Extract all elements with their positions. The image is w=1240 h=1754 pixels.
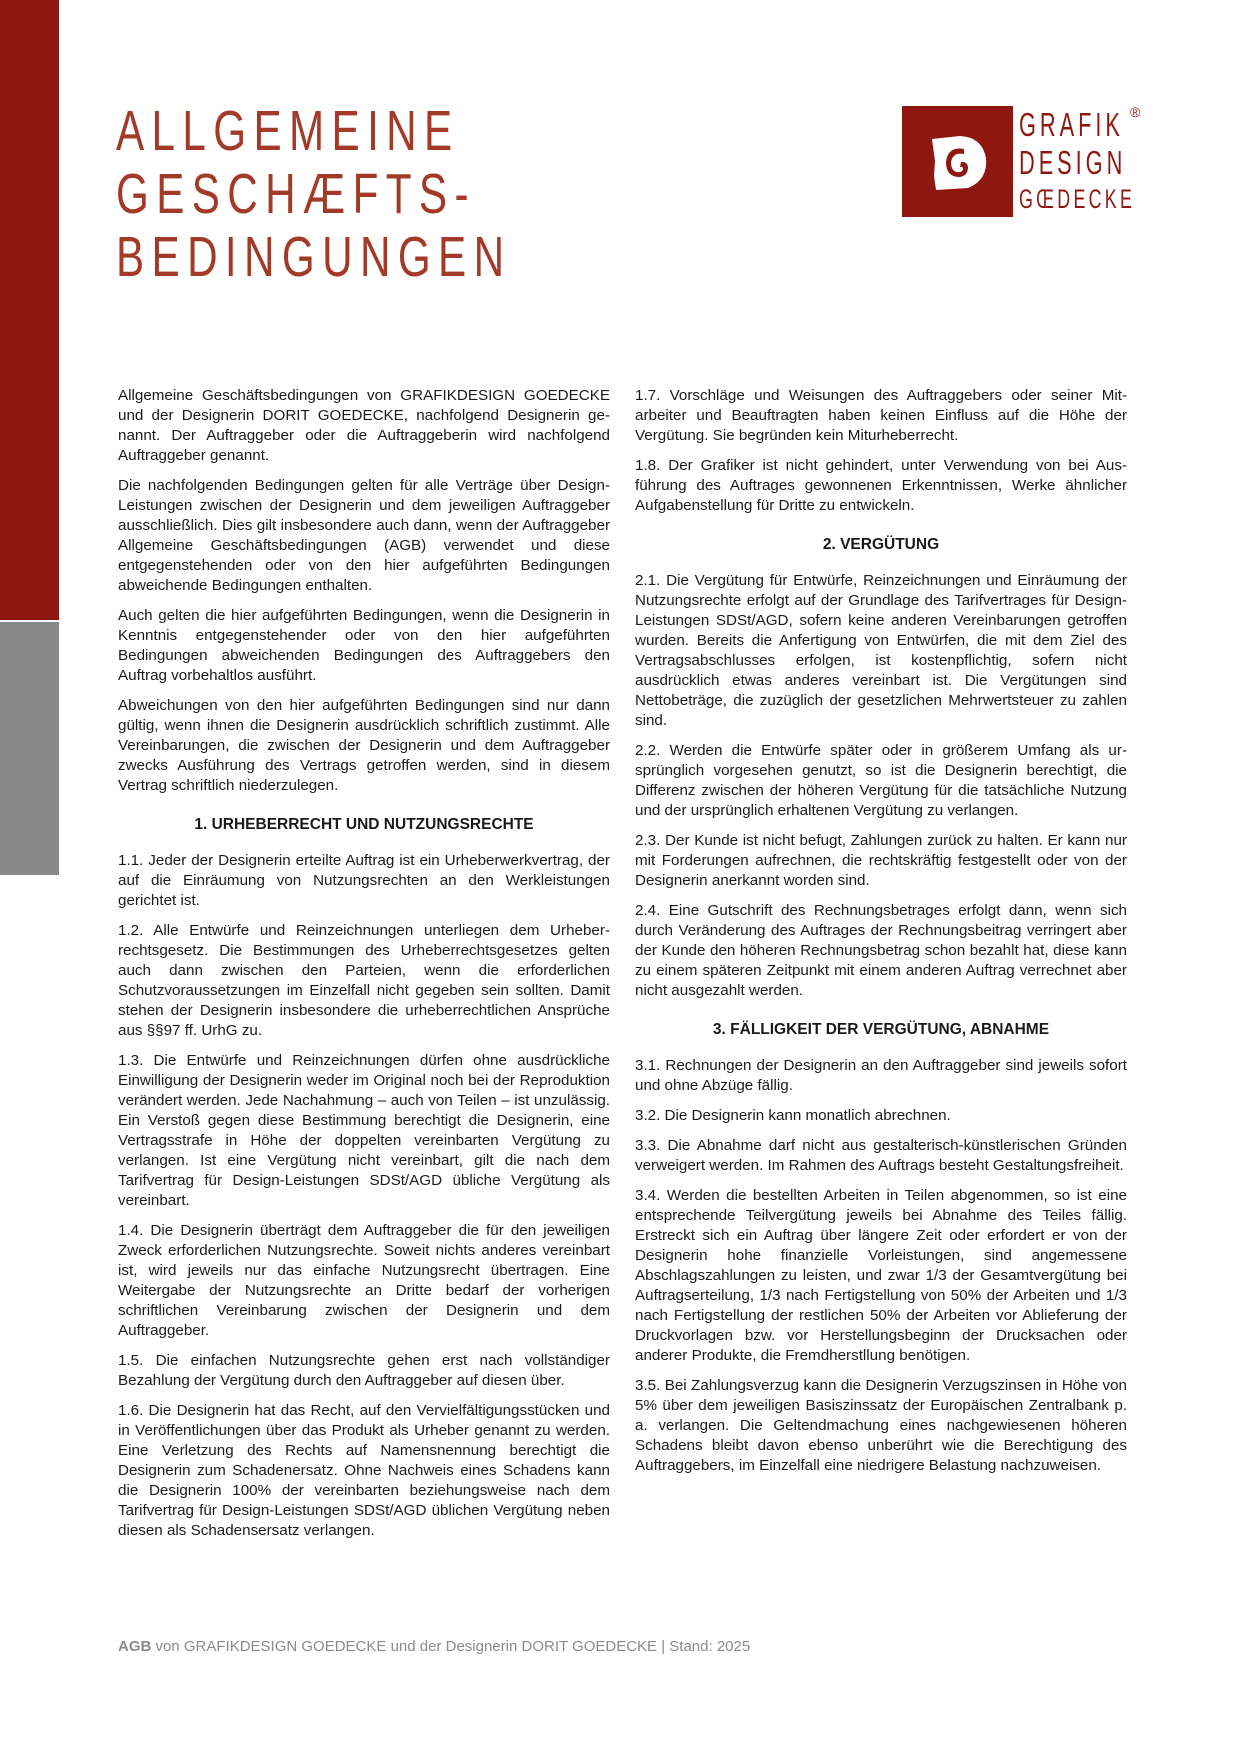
clause-3-1: 3.1. Rechnungen der Designerin an den Auftraggeber sind jeweils sofort und ohne Abzüge fällig. <box>635 1057 1127 1094</box>
section-heading-1: 1. URHEBERRECHT UND NUTZUNGSRECHTE <box>194 816 534 833</box>
clause-2-4: 2.4. Eine Gutschrift des Rechnungsbetrages erfolgt dann, wenn sich durch Veränderung des Auftrages der Rechnungsbeitrag verringert aber der Kunde den höheren Rechnungsbetrag schon bezahlt hat, diese kann zu einem späteren Zeitpunkt mit einem anderen Auftrag verrechnet aber nicht ausgezahlt werden. <box>635 902 1127 999</box>
logo-line-2: DESIGN <box>1019 144 1127 181</box>
clause-2-3: 2.3. Der Kunde ist nicht befugt, Zahlungen zurück zu halten. Er kann nur mit Forderungen aufrechnen, die rechtskräftig festgestellt oder von der Designerin anerkannt worden sind. <box>635 832 1127 889</box>
registered-mark-icon: ® <box>1130 104 1141 120</box>
section-heading-3: 3. FÄLLIGKEIT DER VERGÜTUNG, ABNAHME <box>712 1021 1050 1038</box>
clause-2-1: 2.1. Die Vergütung für Entwürfe, Reinzeichnungen und Einräumung der Nutzungsrechte erfolgt auf der Grundlage des Tarifvertrages für Design-Leistungen SDSt/AGD, sofern keine anderen Vereinbarungen getroffen wurden. Bereits die Anfertigung von Entwürfen, die mit dem Ziel des Vertragsabschlusses erfolgen, ist kostenpflichtig, sofern nicht ausdrücklich etwas anderes vereinbart ist. Die Vergütungen sind Nettobeträge, die zuzüglich der gesetzlichen Mehrwertsteuer zu zahlen sind. <box>635 572 1127 729</box>
clause-1-1: 1.1. Jeder der Designerin erteilte Auftrag ist ein Urheberwerkvertrag, der auf die Einräumung von Nutzungsrechten an den Werkleistungen gerichtet ist. <box>118 852 610 909</box>
title-line-3: BEDINGUNGEN <box>116 225 512 289</box>
clause-3-3: 3.3. Die Abnahme darf nicht aus gestalterisch-künstlerischen Gründen verweigert werden. Im Rahmen des Auftrags besteht Gestaltungsfreiheit. <box>635 1137 1127 1174</box>
footer-label: AGB <box>118 1638 152 1655</box>
section-heading-2: 2. VERGÜTUNG <box>822 536 940 553</box>
clause-1-4: 1.4. Die Designerin überträgt dem Auftraggeber die für den jeweiligen Zweck erforderlichen Nutzungsrechte. Soweit nichts anderes vereinbart ist, wird jeweils nur das einfache Nutzungsrecht übertragen. Eine Weitergabe der Nutzungsrechte an Dritte bedarf der vorherigen schriftlichen Vereinbarung zwischen der Designerin und dem Auftraggeber. <box>118 1222 610 1339</box>
clause-3-2: 3.2. Die Designerin kann monatlich abrechnen. <box>635 1107 951 1124</box>
clause-3-4: 3.4. Werden die bestellten Arbeiten in Teilen abgenommen, so ist eine entsprechende Teilvergütung jeweils bei Abnahme des Teiles fällig. Erstreckt sich ein Auftrag über längere Zeit oder erfordert er von der Designerin hohe finanzielle Vorleistungen, sind angemessene Abschlagszahlungen zu leisten, und zwar 1/3 der Gesamtvergütung bei Auftragserteilung, 1/3 nach Fertigstellung von 50% der Arbeiten und 1/3 nach Fertigstellung der restlichen 50% der Arbeiten vor Ablieferung der Druckvorlagen bzw. vor Herstellungsbeginn der Drucksachen oder anderer Produkte, die Fremdherstllung benötigen. <box>635 1187 1127 1364</box>
clause-3-5: 3.5. Bei Zahlungsverzug kann die Designerin Verzugszinsen in Höhe von 5% über dem jeweiligen Basiszinssatz der Europäischen Zentralbank p. a. verlangen. Die Geltendmachung eines nachgewiesenen höheren Schadens bleibt davon ebenso unberührt wie die Berechtigung des Auftraggebers, im Einzelfall eine niedrigere Belastung nachzuweisen. <box>635 1377 1127 1474</box>
intro-paragraph: Auch gelten die hier aufgeführten Bedingungen, wenn die Designerin in Kenntnis entgegenstehender oder von den hier aufgeführten Bedingungen abweichenden Bedingungen des Auftraggebers den Auftrag vorbehaltlos ausführt. <box>118 607 610 684</box>
logo-wordmark <box>1019 106 1135 216</box>
intro-paragraph: Die nachfolgenden Bedingungen gelten für alle Verträge über Design-Leistungen zwischen der Designerin und dem jeweiligen Auftraggeber ausschließlich. Dies gilt insbesondere auch dann, wenn der Auftraggeber Allgemeine Geschäftsbedingungen (AGB) verwendet und diese entgegenstehenden oder von den hier aufgeführten Bedingungen abweichende Bedingungen enthalten. <box>118 477 610 594</box>
footer-text: von GRAFIKDESIGN GOEDECKE und der Designerin DORIT GOEDECKE | Stand: 2025 <box>151 1638 751 1655</box>
column-left <box>118 386 610 1551</box>
clause-1-7: 1.7. Vorschläge und Weisungen des Auftraggebers oder seiner Mitarbeiter und Beauftragten haben keinen Einfluss auf die Höhe der Vergütung. Sie begründen kein Miturheberrecht. <box>635 387 1127 444</box>
clause-1-6: 1.6. Die Designerin hat das Recht, auf den Vervielfältigungsstücken und in Veröffentlichungen über das Produkt als Urheber genannt zu werden. Eine Verletzung des Rechts auf Namensnennung berechtigt die Designerin zum Schadenersatz. Ohne Nachweis eines Schadens kann die Designerin 100% der vereinbarten beziehungsweise nach dem Tarifvertrag für Design-Leistungen SDSt/AGD üblichen Vergütung neben diesen als Schadensersatz verlangen. <box>118 1402 610 1539</box>
clause-2-2: 2.2. Werden die Entwürfe später oder in größerem Umfang als ursprünglich vorgesehen genutzt, so ist die Designerin berechtigt, die Differenz zwischen der höheren Vergütung für die tatsächliche Nutzung und der ursprünglich erhaltenen Vergütung zu verlangen. <box>635 742 1127 819</box>
title-line-2: GESCHÆFTS- <box>116 162 476 226</box>
title-line-1: ALLGEMEINE <box>116 99 460 163</box>
clause-1-8: 1.8. Der Grafiker ist nicht gehindert, unter Verwendung von bei Ausführung des Auftrages gewonnenen Erkenntnissen, Werke ähnlicher Aufgabenstellung für Dritte zu entwickeln. <box>635 457 1127 514</box>
clause-1-5: 1.5. Die einfachen Nutzungsrechte gehen erst nach vollständiger Bezahlung der Vergütung durch den Auftraggeber auf diesen über. <box>118 1352 610 1389</box>
sidebar-accent-grey <box>0 622 59 875</box>
page-footer <box>118 1638 750 1655</box>
logo-line-3: GŒDECKE <box>1019 184 1136 214</box>
sidebar-accent-red <box>0 0 59 620</box>
intro-paragraph: Allgemeine Geschäftsbedingungen von GRAFIKDESIGN GOEDECKE und der Designerin DORIT GOEDECKE, nachfolgend Designerin genannt. Der Auftraggeber oder die Auftraggeberin wird nachfolgend Auftraggeber genannt. <box>118 387 610 464</box>
intro-paragraph: Abweichungen von den hier aufgeführten Bedingungen sind nur dann gültig, wenn ihnen die Designerin ausdrücklich schriftlich zustimmt. Alle Vereinbarungen, die zwischen der Designerin und dem Auftraggeber zwecks Ausführung des Vertrags getroffen werden, sind in diesem Vertrag schriftlich niederzulegen. <box>118 697 610 794</box>
page-title <box>116 100 511 289</box>
g-swirl-logo-icon <box>902 106 1013 217</box>
clause-1-3: 1.3. Die Entwürfe und Reinzeichnungen dürfen ohne ausdrückliche Einwilligung der Designerin weder im Original noch bei der Reproduktion verändert werden. Jede Nachahmung – auch von Teilen – ist unzulässig. Ein Verstoß gegen diese Bestimmung berechtigt die Designerin, eine Vertragsstrafe in Höhe der doppelten vereinbarten Vergütung zu verlangen. Ist eine Vergütung nicht vereinbart, gilt die nach dem Tarifvertrag für Design-Leistungen SDSt/AGD übliche Vergütung als vereinbart. <box>118 1052 610 1209</box>
clause-1-2: 1.2. Alle Entwürfe und Reinzeichnungen unterliegen dem Urheberrechtsgesetz. Die Bestimmungen des Urheberrechtsgesetzes gelten auch dann zwischen den Parteien, wenn die erforderlichen Schutzvoraussetzungen im Einzelfall nicht gegeben sein sollten. Damit stehen der Designerin insbesondere die urheberrechtlichen Ansprüche aus §§97 ff. UrhG zu. <box>118 922 610 1039</box>
column-right <box>635 386 1127 1486</box>
logo-line-1: GRAFIK <box>1019 106 1124 143</box>
